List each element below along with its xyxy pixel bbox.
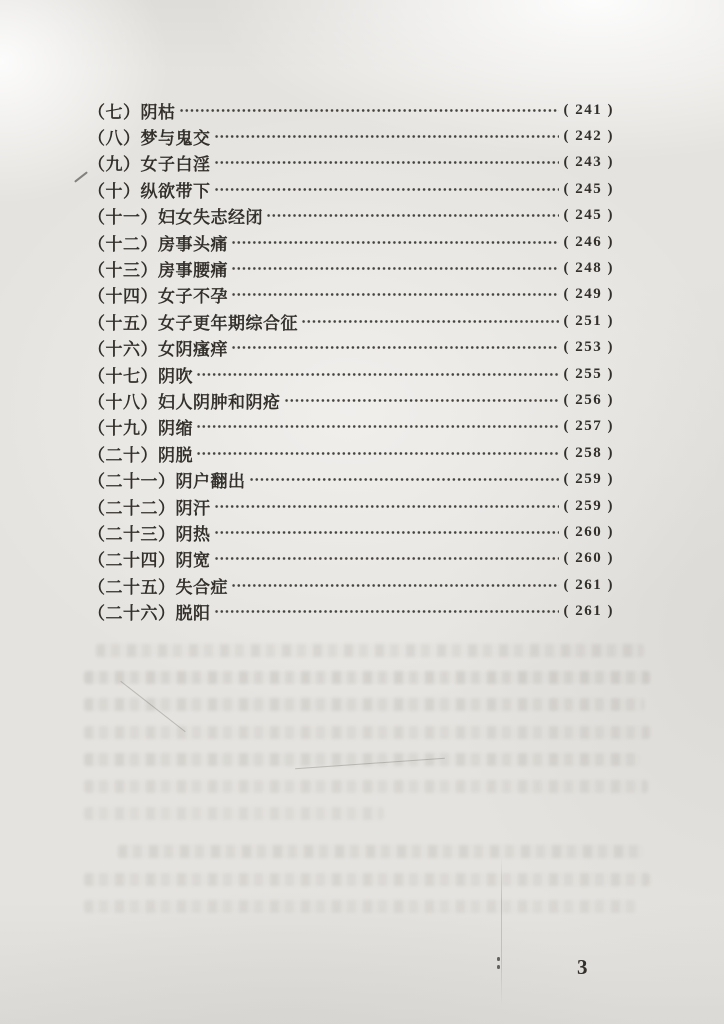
toc-entry [88,255,614,281]
dot-leader [196,423,559,430]
toc-entry-label: （十九）阴缩 [88,419,193,439]
toc-entry-label: （十八）妇人阴肿和阴疮 [88,392,281,412]
toc-entry-page: ( 259 ) [563,497,614,514]
toc-entry [88,572,614,598]
bleed-through-line [96,644,644,657]
pencil-check-mark [74,171,88,182]
toc-entry-page: ( 259 ) [563,471,614,488]
toc-entry-label: （二十一）阴户翻出 [88,472,246,492]
toc-entry [88,598,614,624]
paper-crease [501,856,502,1006]
toc-entry-label: （十）纵欲带下 [88,181,211,201]
toc-entry-label: （二十）阴脱 [88,445,193,465]
dot-leader [214,133,559,140]
bleed-through-line [84,698,644,711]
toc-entry-label: （二十六）脱阳 [88,604,211,624]
dot-leader [179,107,559,114]
toc-entry-page: ( 246 ) [563,233,614,250]
toc-entry-page: ( 241 ) [563,101,614,118]
bleed-through-line [118,845,644,858]
toc-entry [88,203,614,229]
dot-leader [214,186,559,193]
bleed-through-paragraph-gap [84,834,656,845]
dot-leader [214,529,559,536]
dot-leader [301,318,559,325]
dot-leader [214,608,559,615]
toc-entry-label: （十四）女子不孕 [88,287,228,307]
dot-leader [231,265,559,272]
toc-entry-page: ( 248 ) [563,260,614,277]
toc-entry [88,414,614,440]
table-of-contents [88,97,614,625]
toc-entry-label: （十三）房事腰痛 [88,261,228,281]
toc-entry-label: （二十五）失合症 [88,577,228,597]
bleed-through-line [84,671,650,684]
dot-leader [196,371,559,378]
toc-entry-page: ( 256 ) [563,391,614,408]
toc-entry [88,546,614,572]
toc-entry-label: （十五）女子更年期综合征 [88,313,298,333]
toc-entry-page: ( 245 ) [563,207,614,224]
toc-entry-label: （十六）女阴瘙痒 [88,340,228,360]
toc-entry-page: ( 258 ) [563,444,614,461]
toc-entry [88,176,614,202]
ink-speck [497,957,500,971]
toc-entry-page: ( 249 ) [563,286,614,303]
toc-entry-page: ( 261 ) [563,603,614,620]
toc-entry-page: ( 253 ) [563,339,614,356]
bleed-through-text [84,644,656,927]
bleed-through-line [84,873,650,886]
toc-entry-label: （九）女子白淫 [88,155,211,175]
toc-entry-page: ( 242 ) [563,128,614,145]
dot-leader [214,555,559,562]
toc-entry [88,440,614,466]
toc-entry-page: ( 257 ) [563,418,614,435]
toc-entry [88,519,614,545]
dot-leader [214,159,559,166]
toc-entry [88,229,614,255]
bleed-through-line [84,900,636,913]
toc-entry-label: （二十四）阴宽 [88,551,211,571]
dot-leader [266,212,559,219]
toc-entry-page: ( 261 ) [563,576,614,593]
toc-entry-label: （二十三）阴热 [88,524,211,544]
dot-leader [249,476,559,483]
toc-entry-label: （十一）妇女失志经闭 [88,208,263,228]
toc-entry [88,466,614,492]
toc-entry [88,308,614,334]
toc-entry-page: ( 260 ) [563,523,614,540]
bleed-through-line [84,726,650,739]
dot-leader [284,397,559,404]
toc-entry-label: （十七）阴吹 [88,366,193,386]
toc-entry [88,361,614,387]
toc-entry-page: ( 260 ) [563,550,614,567]
dot-leader [214,503,559,510]
bleed-through-line [84,807,384,820]
dot-leader [196,450,559,457]
toc-entry [88,387,614,413]
dot-leader [231,582,559,589]
dot-leader [231,239,559,246]
bleed-through-line [84,780,648,793]
toc-entry [88,493,614,519]
folio-page-number: 3 [577,955,588,979]
toc-entry-label: （八）梦与鬼交 [88,129,211,149]
toc-entry [88,123,614,149]
toc-entry-page: ( 251 ) [563,312,614,329]
toc-entry-page: ( 255 ) [563,365,614,382]
toc-entry-label: （七）阴枯 [88,102,176,122]
toc-entry-page: ( 243 ) [563,154,614,171]
dot-leader [231,344,559,351]
toc-entry [88,97,614,123]
toc-entry [88,335,614,361]
toc-entry [88,150,614,176]
dot-leader [231,291,559,298]
toc-entry-label: （十二）房事头痛 [88,234,228,254]
toc-entry-page: ( 245 ) [563,180,614,197]
toc-entry [88,282,614,308]
toc-entry-label: （二十二）阴汗 [88,498,211,518]
